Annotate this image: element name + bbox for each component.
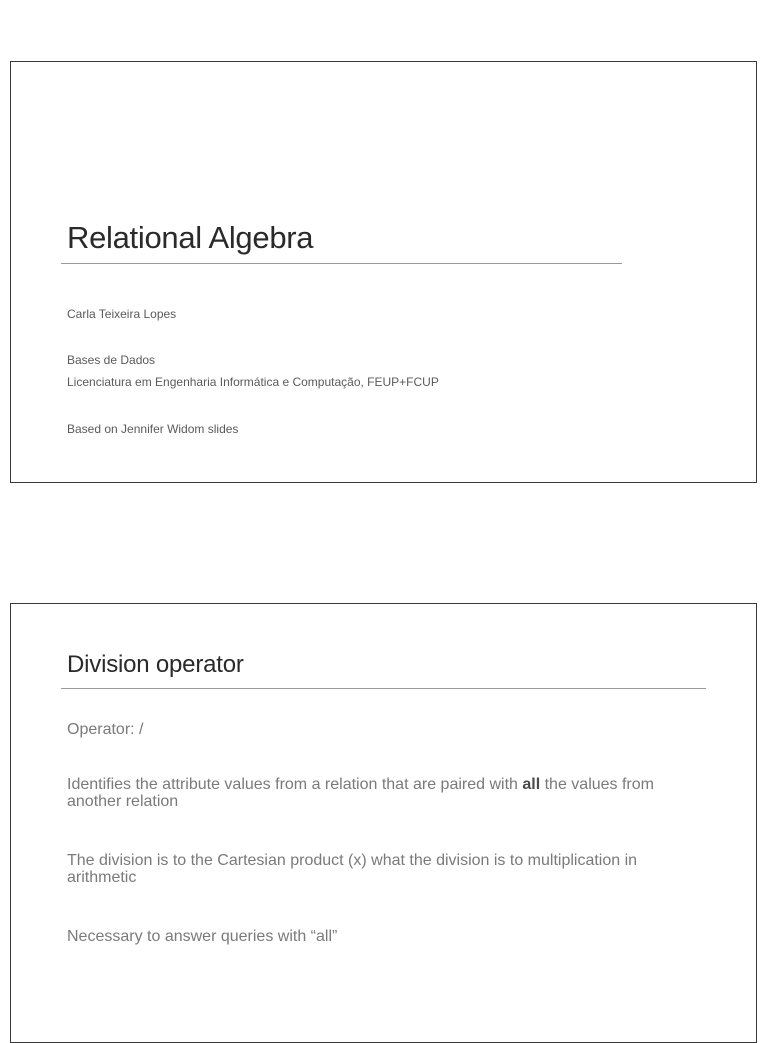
author-name: Carla Teixeira Lopes (67, 307, 177, 321)
slide-title: Division operator (67, 651, 244, 678)
credit-note: Based on Jennifer Widom slides (67, 422, 239, 436)
title-underline (61, 263, 622, 264)
title-slide (10, 61, 757, 483)
title-underline (61, 688, 706, 689)
program-name: Licenciatura em Engenharia Informática e Computação, FEUP+FCUP (67, 375, 439, 389)
bullet-necessary: Necessary to answer queries with “all” (67, 928, 338, 945)
bullet-identifies-text-end: the values from another relation (67, 776, 654, 810)
bullet-identifies-emphasis: all (522, 776, 541, 793)
division-operator-slide (10, 603, 757, 1043)
bullet-identifies (67, 776, 687, 810)
bullet-analogy: The division is to the Cartesian product (x) what the division is to multiplication in arithmetic (67, 852, 638, 886)
course-name: Bases de Dados (67, 353, 156, 367)
bullet-operator: Operator: / (67, 721, 144, 738)
bullet-identifies-text-start: Identifies the attribute values from a relation that are paired with (67, 776, 523, 793)
slide-title: Relational Algebra (67, 220, 314, 255)
